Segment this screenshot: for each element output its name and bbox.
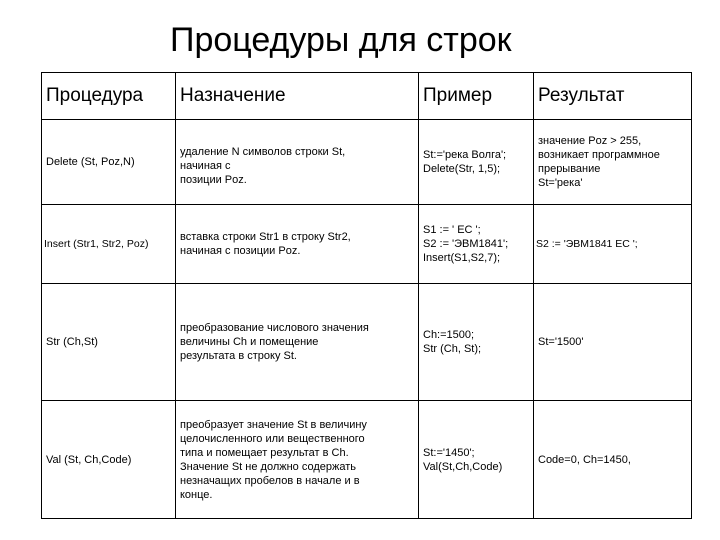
header-example: Пример <box>419 73 534 120</box>
cell-example: St:='1450'; Val(St,Ch,Code) <box>419 401 534 519</box>
cell-procedure: Str (Ch,St) <box>42 284 176 401</box>
table-header-row <box>42 73 692 120</box>
cell-purpose: преобразует значение St в величину целочисленного или вещественного типа и помещает результат в Ch. Значение St не должно содержать незначащих пробелов в начале и в конце. <box>176 401 419 519</box>
cell-purpose: вставка строки Str1 в строку Str2, начиная с позиции Poz. <box>176 205 419 284</box>
cell-purpose: удаление N символов строки St, начиная с позиции Poz. <box>176 120 419 205</box>
table-row <box>42 205 692 284</box>
cell-result: значение Poz > 255, возникает программное прерывание St='река' <box>534 120 692 205</box>
header-result: Результат <box>534 73 692 120</box>
cell-example: Ch:=1500; Str (Ch, St); <box>419 284 534 401</box>
header-procedure: Процедура <box>42 73 176 120</box>
procedures-table <box>41 72 692 519</box>
cell-result: Code=0, Ch=1450, <box>534 401 692 519</box>
cell-example: S1 := ' ЕС '; S2 := 'ЭВМ1841'; Insert(S1,S2,7); <box>419 205 534 284</box>
cell-purpose: преобразование числового значения величины Ch и помещение результата в строку St. <box>176 284 419 401</box>
header-purpose: Назначение <box>176 73 419 120</box>
cell-result: S2 := 'ЭВМ1841 ЕС '; <box>534 205 692 284</box>
cell-procedure: Delete (St, Poz,N) <box>42 120 176 205</box>
table-row <box>42 120 692 205</box>
cell-procedure: Insert (Str1, Str2, Poz) <box>42 205 176 284</box>
cell-example: St:='река Волга'; Delete(Str, 1,5); <box>419 120 534 205</box>
table-row <box>42 401 692 519</box>
table-row <box>42 284 692 401</box>
cell-result: St='1500' <box>534 284 692 401</box>
cell-procedure: Val (St, Ch,Code) <box>42 401 176 519</box>
slide-title: Процедуры для строк <box>170 21 512 59</box>
